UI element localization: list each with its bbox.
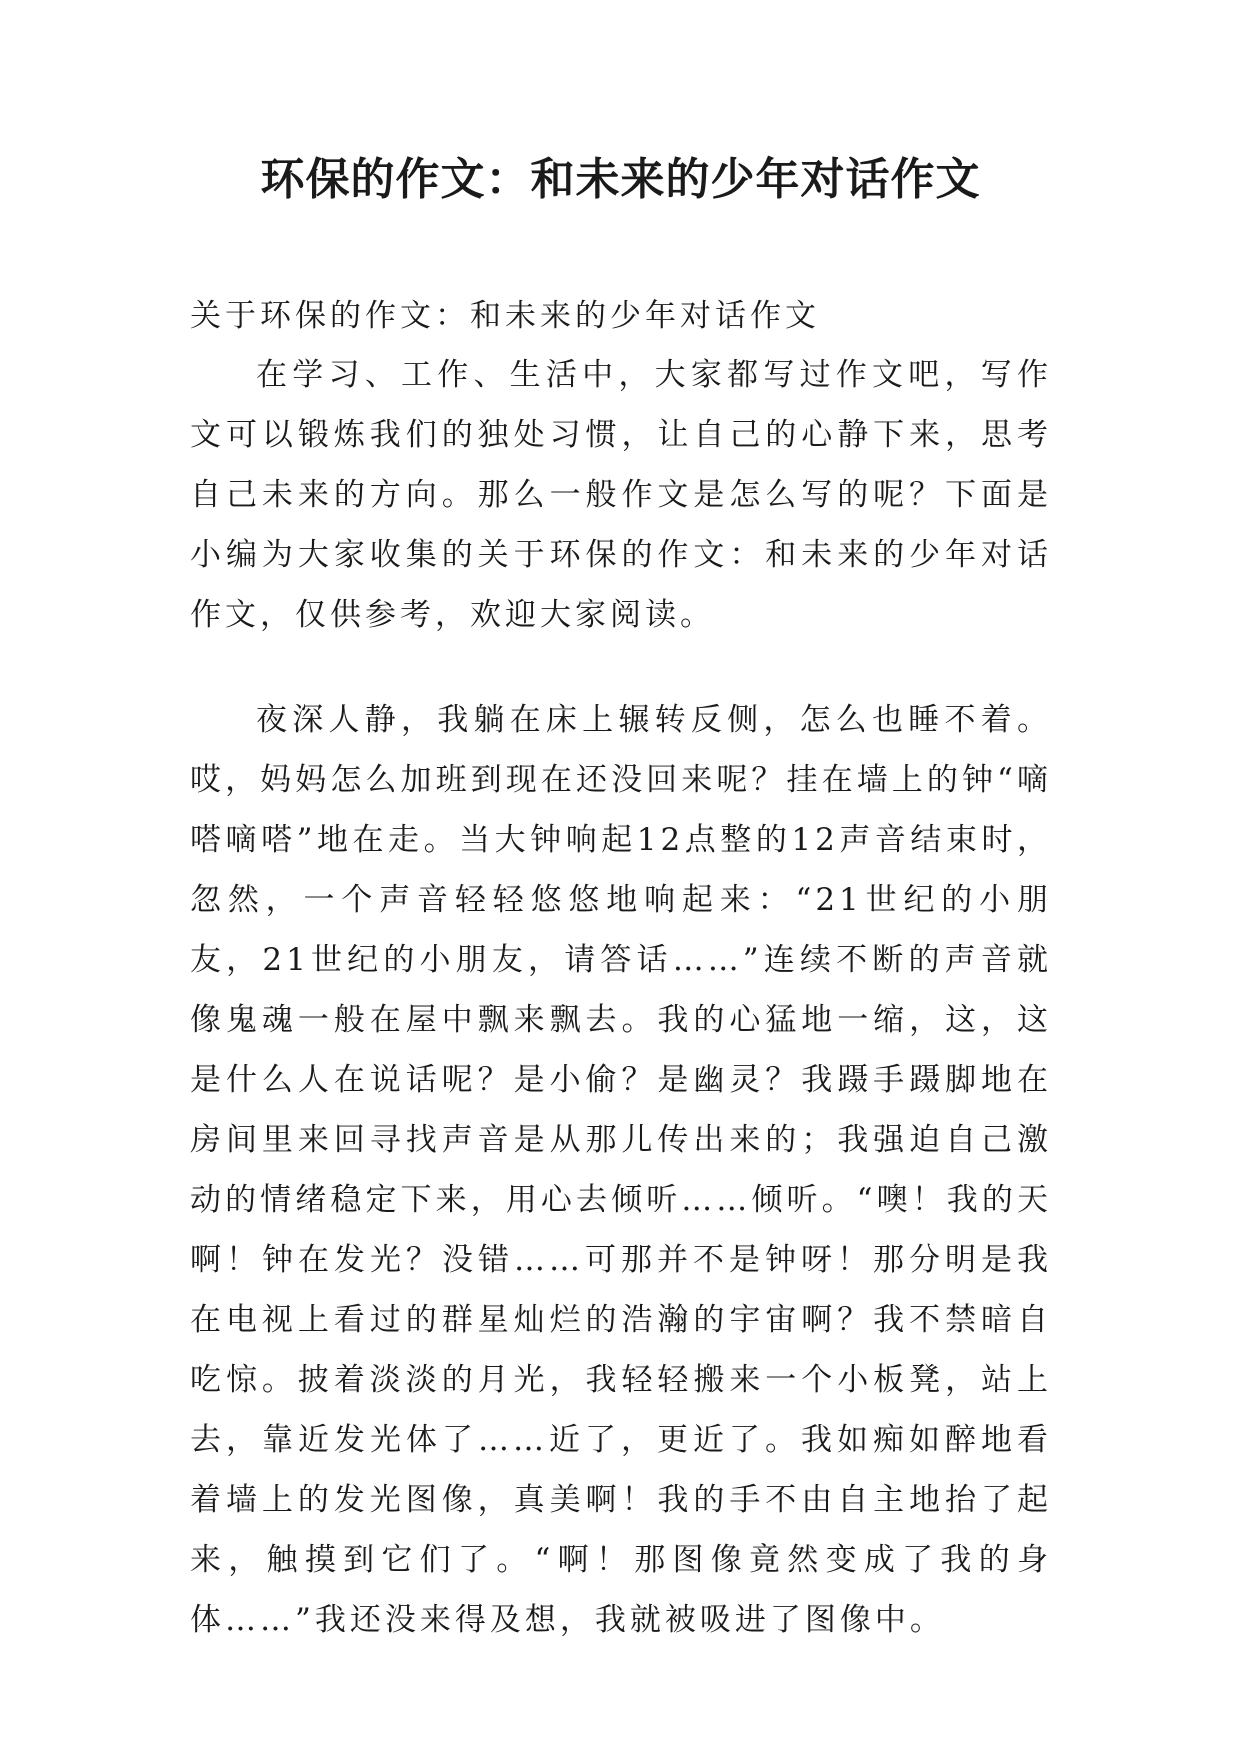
story-paragraph: 夜深人静，我躺在床上辗转反侧，怎么也睡不着。哎，妈妈怎么加班到现在还没回来呢？挂在墙上的钟“嘀嗒嘀嗒”地在走。当大钟响起12点整的12声音结束时，忽然，一个声音轻轻悠悠地响起来：“21世纪的小朋友，21世纪的小朋友，请答话……”连续不断的声音就像鬼魂一般在屋中飘来飘去。我的心猛地一缩，这，这是什么人在说话呢？是小偷？是幽灵？我蹑手蹑脚地在房间里来回寻找声音是从那儿传出来的；我强迫自己激动的情绪稳定下来，用心去倾听……倾听。“噢！我的天啊！钟在发光？没错……可那并不是钟呀！那分明是我在电视上看过的群星灿烂的浩瀚的宇宙啊？我不禁暗自吃惊。披着淡淡的月光，我轻轻搬来一个小板凳，站上去，靠近发光体了……近了，更近了。我如痴如醉地看着墙上的发光图像，真美啊！我的手不由自主地抬了起来，触摸到它们了。“啊！那图像竟然变成了我的身体……”我还没来得及想，我就被吸进了图像中。 [190,702,1052,1638]
document-subtitle: 关于环保的作文：和未来的少年对话作文 [190,298,820,334]
intro-paragraph: 在学习、工作、生活中，大家都写过作文吧，写作文可以锻炼我们的独处习惯，让自己的心静下来，思考自己未来的方向。那么一般作文是怎么写的呢？下面是小编为大家收集的关于环保的作文：和未来的少年对话作文，仅供参考，欢迎大家阅读。 [190,357,1052,633]
document-title: 环保的作文：和未来的少年对话作文 [260,154,981,205]
